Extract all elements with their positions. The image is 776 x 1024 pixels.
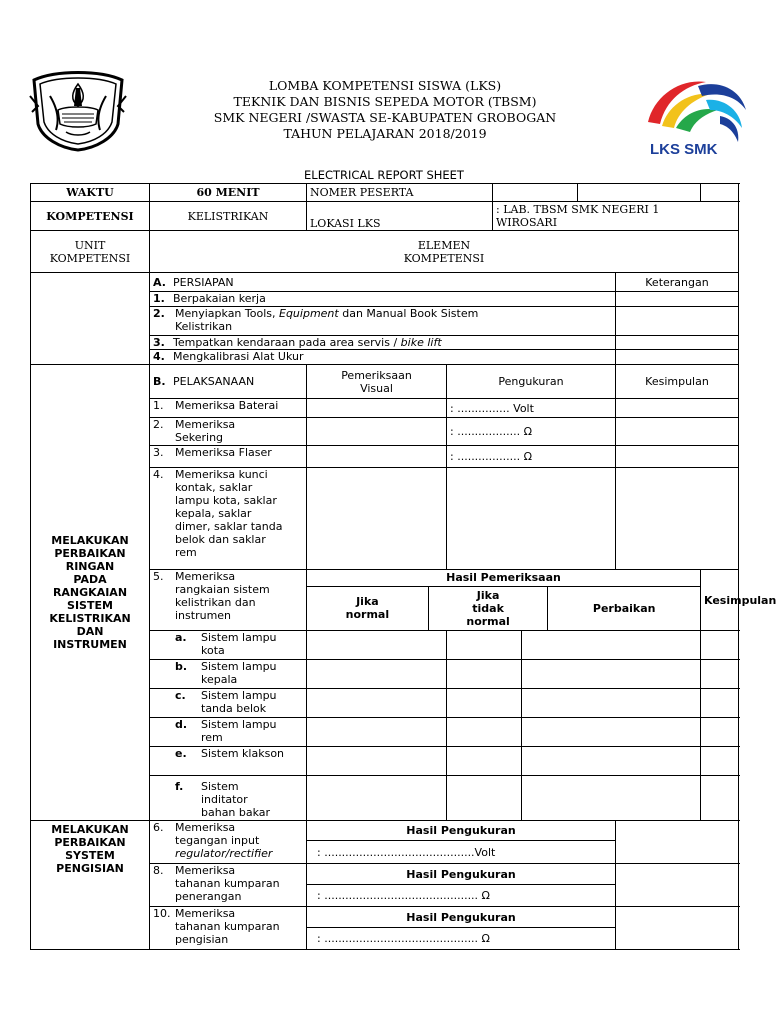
item-4-ukur[interactable] — [447, 468, 616, 570]
item-text: Memeriksa Baterai — [175, 399, 279, 412]
item-number: 6. — [153, 821, 164, 834]
sub-a-text — [150, 631, 307, 660]
sub-d-perbaikan[interactable] — [522, 718, 701, 747]
unit-line: DAN — [76, 625, 104, 638]
sub-letter: b. — [175, 660, 188, 673]
sub-letter: a. — [175, 631, 187, 644]
item-10-kesimpulan[interactable] — [616, 907, 739, 950]
item-text: Memeriksa — [175, 864, 236, 877]
hasil-pemeriksaan-header: Hasil Pemeriksaan — [307, 570, 700, 586]
sub-f-tidak-normal[interactable] — [447, 776, 522, 821]
sub-b-tidak-normal[interactable] — [447, 660, 522, 689]
nomer-peserta-box-3[interactable] — [701, 184, 739, 202]
item-8-kesimpulan[interactable] — [616, 864, 739, 907]
sub-e-tidak-normal[interactable] — [447, 747, 522, 776]
item-4-kesimpulan[interactable] — [616, 468, 739, 570]
jika-normal-header — [307, 586, 428, 630]
item-text-line3: penerangan — [175, 890, 242, 903]
kompetensi-label: KOMPETENSI — [31, 202, 150, 231]
sub-c-perbaikan[interactable] — [522, 689, 701, 718]
item-3-kesimpulan[interactable] — [616, 446, 739, 468]
sub-text-line2: kota — [201, 644, 225, 657]
logo-text: LKS SMK — [650, 141, 718, 158]
lokasi-label: LOKASI LKS — [307, 202, 493, 231]
item-text-rest: dan Manual Book Sistem — [338, 307, 479, 320]
elemen-header-line-2: KOMPETENSI — [403, 251, 485, 265]
item-1-kesimpulan[interactable] — [616, 399, 739, 418]
item-8-hasil-header: Hasil Pengukuran — [307, 864, 616, 885]
item-number: 3. — [153, 446, 164, 459]
item-text: Memeriksa — [175, 907, 236, 920]
persiapan-item-4-keterangan[interactable] — [616, 350, 739, 365]
sub-b-normal[interactable] — [307, 660, 447, 689]
info-row-waktu — [31, 184, 739, 202]
sub-c-tidak-normal[interactable] — [447, 689, 522, 718]
item-text-line: belok dan saklar — [175, 533, 266, 546]
persiapan-item-4-text — [150, 350, 616, 365]
item-text: Berpakaian kerja — [173, 292, 266, 305]
header-line: Visual — [360, 381, 393, 395]
pelaksanaan-title-text: PELAKSANAAN — [173, 375, 255, 388]
unit-header-line-2: KOMPETENSI — [49, 251, 131, 265]
sub-b-kesimpulan[interactable] — [701, 660, 739, 689]
header-line: normal — [466, 614, 510, 628]
pemeriksaan-visual-header — [307, 365, 447, 399]
sub-f-text — [150, 776, 307, 821]
item-2-text — [150, 418, 307, 446]
item-2-visual[interactable] — [307, 418, 447, 446]
item-6-kesimpulan[interactable] — [616, 821, 739, 864]
sub-d-tidak-normal[interactable] — [447, 718, 522, 747]
lokasi-value-line-1: : LAB. TBSM SMK NEGERI 1 — [496, 203, 660, 216]
unit-kompetensi-header — [31, 231, 150, 273]
sub-letter: e. — [175, 747, 187, 760]
jika-tidak-normal-header — [428, 586, 548, 630]
item-text: Mengkalibrasi Alat Ukur — [173, 350, 304, 363]
lks-smk-logo-icon — [640, 66, 752, 162]
pelaksanaan-title — [150, 365, 307, 399]
nomer-peserta-box-2[interactable] — [578, 184, 701, 202]
item-text-line: instrumen — [175, 609, 232, 622]
unit-line: SISTEM — [67, 599, 113, 612]
info-row-kompetensi — [31, 202, 739, 231]
sub-text-line3: bahan bakar — [201, 806, 271, 819]
item-8-value[interactable]: : ............................................ Ω — [307, 885, 616, 907]
item-1-text — [150, 399, 307, 418]
item-text: Memeriksa — [175, 418, 236, 431]
sub-text: Sistem lampu — [201, 718, 277, 731]
pengisian-item-6-header — [31, 821, 739, 841]
sub-letter: c. — [175, 689, 186, 702]
item-text-line: Memeriksa kunci — [175, 468, 268, 481]
item-10-text — [150, 907, 307, 950]
persiapan-item-1-text — [150, 292, 616, 307]
sub-text-line2: kepala — [201, 673, 238, 686]
item-8-text — [150, 864, 307, 907]
sub-c-kesimpulan[interactable] — [701, 689, 739, 718]
item-number: 10. — [153, 907, 171, 920]
sub-text-line2: rem — [201, 731, 223, 744]
sub-text-line2: inditator — [201, 793, 248, 806]
hasil-pemeriksaan-subtable — [307, 570, 700, 630]
lokasi-value — [493, 202, 739, 231]
lokasi-value-line-2: WIROSARI — [496, 216, 558, 229]
sub-f-normal[interactable] — [307, 776, 447, 821]
sheet-title: ELECTRICAL REPORT SHEET — [304, 168, 464, 182]
item-10-value[interactable]: : ............................................ Ω — [307, 928, 616, 950]
hasil-pemeriksaan-block — [307, 570, 701, 631]
item-number: 2. — [153, 418, 164, 431]
unit-line: RINGAN — [65, 560, 115, 573]
unit-perbaikan-kelistrikan — [31, 365, 150, 821]
header-line: normal — [345, 608, 390, 622]
nomer-peserta-label: NOMER PESERTA — [307, 184, 493, 202]
sub-c-text — [150, 689, 307, 718]
item-10-hasil-header: Hasil Pengukuran — [307, 907, 616, 928]
unit-line: MELAKUKAN — [51, 534, 129, 547]
item-3-visual[interactable] — [307, 446, 447, 468]
unit-line: RANGKAIAN — [52, 586, 128, 599]
sub-text: Sistem lampu — [201, 660, 277, 673]
item-4-text — [150, 468, 307, 570]
header-line-4: TAHUN PELAJARAN 2018/2019 — [283, 126, 487, 141]
unit-perbaikan-pengisian — [31, 821, 150, 950]
persiapan-unit-cell — [31, 273, 150, 365]
unit-line: PADA — [73, 573, 107, 586]
item-text-line: kelistrikan dan — [175, 596, 256, 609]
item-text-line2: tahanan kumparan — [175, 877, 280, 890]
electrical-report-table — [30, 183, 776, 950]
item-6-hasil-header: Hasil Pengukuran — [307, 821, 616, 841]
item-text-line2: tegangan input — [175, 834, 260, 847]
item-number: 3. — [153, 336, 165, 349]
item-3-ukur[interactable]: : .................. Ω — [447, 446, 616, 468]
unit-line: SYSTEM — [65, 849, 115, 862]
sub-a-tidak-normal[interactable] — [447, 631, 522, 660]
item-text: Menyiapkan Tools, — [175, 307, 279, 320]
item-text-line: kontak, saklar — [175, 481, 253, 494]
sub-c-normal[interactable] — [307, 689, 447, 718]
sub-a-normal[interactable] — [307, 631, 447, 660]
header-line: Pemeriksaan — [341, 368, 412, 382]
item-text-line: kepala, saklar — [175, 507, 252, 520]
kesimpulan-2-header: Kesimpulan — [701, 570, 739, 631]
persiapan-item-1-keterangan[interactable] — [616, 292, 739, 307]
item-6-value[interactable]: : ...........................................Volt — [307, 841, 616, 864]
item-text-line: dimer, saklar tanda — [175, 520, 283, 533]
header-titles — [160, 78, 610, 142]
persiapan-letter: A. — [153, 275, 166, 289]
sub-letter: d. — [175, 718, 188, 731]
item-text-line: lampu kota, saklar — [175, 494, 277, 507]
item-text-line2: Kelistrikan — [175, 320, 233, 333]
kompetensi-value: KELISTRIKAN — [150, 202, 307, 231]
persiapan-title-row — [31, 273, 739, 292]
persiapan-item-3-keterangan[interactable] — [616, 336, 739, 350]
header-line-3: SMK NEGERI /SWASTA SE-KABUPATEN GROBOGAN — [213, 110, 557, 125]
grobogan-emblem-icon — [26, 66, 130, 152]
item-6-text — [150, 821, 307, 864]
sub-f-perbaikan[interactable] — [522, 776, 701, 821]
persiapan-title — [150, 273, 616, 292]
sub-text-line2: tanda belok — [201, 702, 267, 715]
item-text-line3: pengisian — [175, 933, 229, 946]
item-text-line: rem — [175, 546, 197, 559]
item-number: 4. — [153, 468, 164, 481]
keterangan-header: Keterangan — [616, 273, 739, 292]
header-line: Jika — [476, 588, 500, 602]
sub-text: Sistem lampu — [201, 689, 277, 702]
unit-header-line-1: UNIT — [74, 238, 106, 252]
item-number: 1. — [153, 399, 164, 412]
sub-e-kesimpulan[interactable] — [701, 747, 739, 776]
unit-line: MELAKUKAN — [51, 823, 129, 836]
elemen-header-line-1: ELEMEN — [417, 238, 471, 252]
perbaikan-header: Perbaikan — [592, 601, 656, 615]
item-1-visual[interactable] — [307, 399, 447, 418]
sub-e-text — [150, 747, 307, 776]
sub-a-kesimpulan[interactable] — [701, 631, 739, 660]
item-number: 5. — [153, 570, 164, 583]
item-2-ukur[interactable]: : .................. Ω — [447, 418, 616, 446]
sub-d-normal[interactable] — [307, 718, 447, 747]
persiapan-item-2-keterangan[interactable] — [616, 307, 739, 336]
header-line-2: TEKNIK DAN BISNIS SEPEDA MOTOR (TBSM) — [233, 94, 537, 109]
sub-b-text — [150, 660, 307, 689]
item-number: 4. — [153, 350, 165, 363]
item-text-italic: Equipment — [279, 307, 339, 320]
pengukuran-header: Pengukuran — [447, 365, 616, 399]
persiapan-item-2-text — [150, 307, 616, 336]
sub-d-text — [150, 718, 307, 747]
sub-e-perbaikan[interactable] — [522, 747, 701, 776]
item-number: 1. — [153, 292, 165, 305]
sub-text: Sistem — [201, 780, 239, 793]
item-text-line: Memeriksa — [175, 570, 236, 583]
item-2-kesimpulan[interactable] — [616, 418, 739, 446]
header-line: Jika — [356, 595, 379, 609]
sub-e-normal[interactable] — [307, 747, 447, 776]
persiapan-item-3-text — [150, 336, 616, 350]
pelaksanaan-header-row — [31, 365, 739, 399]
item-5-text — [150, 570, 307, 631]
header-line: tidak — [472, 601, 504, 615]
item-text-line: rangkaian sistem — [175, 583, 270, 596]
sub-b-perbaikan[interactable] — [522, 660, 701, 689]
sub-a-perbaikan[interactable] — [522, 631, 701, 660]
sub-d-kesimpulan[interactable] — [701, 718, 739, 747]
unit-line: INSTRUMEN — [53, 638, 127, 651]
sub-text: Sistem lampu — [201, 631, 277, 644]
table-head-row — [31, 231, 739, 273]
item-4-visual[interactable] — [307, 468, 447, 570]
item-text-line3: regulator/rectifier — [175, 847, 273, 860]
sub-letter: f. — [175, 780, 184, 793]
header-line-1: LOMBA KOMPETENSI SISWA (LKS) — [268, 78, 502, 93]
item-text-line2: tahanan kumparan — [175, 920, 280, 933]
unit-line: KELISTRIKAN — [49, 612, 131, 625]
unit-line: PERBAIKAN — [54, 836, 126, 849]
item-text: Tempatkan kendaraan pada area servis / — [173, 336, 401, 349]
item-3-text — [150, 446, 307, 468]
document-header — [0, 0, 768, 180]
unit-line: PERBAIKAN — [54, 547, 126, 560]
item-hang — [153, 307, 612, 333]
waktu-value: 60 MENIT — [150, 184, 307, 202]
sub-f-kesimpulan[interactable] — [701, 776, 739, 821]
item-text-line2: Sekering — [175, 431, 224, 444]
item-text: Memeriksa — [175, 821, 236, 834]
item-text-italic: bike lift — [400, 336, 442, 349]
item-number: 8. — [153, 864, 164, 877]
item-number: 2. — [153, 307, 165, 320]
sub-text: Sistem klakson — [201, 747, 285, 760]
persiapan-title-text: PERSIAPAN — [173, 275, 234, 289]
nomer-peserta-box-1[interactable] — [493, 184, 578, 202]
kesimpulan-header: Kesimpulan — [616, 365, 739, 399]
unit-line: PENGISIAN — [56, 862, 124, 875]
elemen-kompetensi-header — [150, 231, 739, 273]
item-1-ukur[interactable]: : ............... Volt — [447, 399, 616, 418]
waktu-label: WAKTU — [31, 184, 150, 202]
item-text: Memeriksa Flaser — [175, 446, 272, 459]
pelaksanaan-letter: B. — [153, 375, 166, 388]
